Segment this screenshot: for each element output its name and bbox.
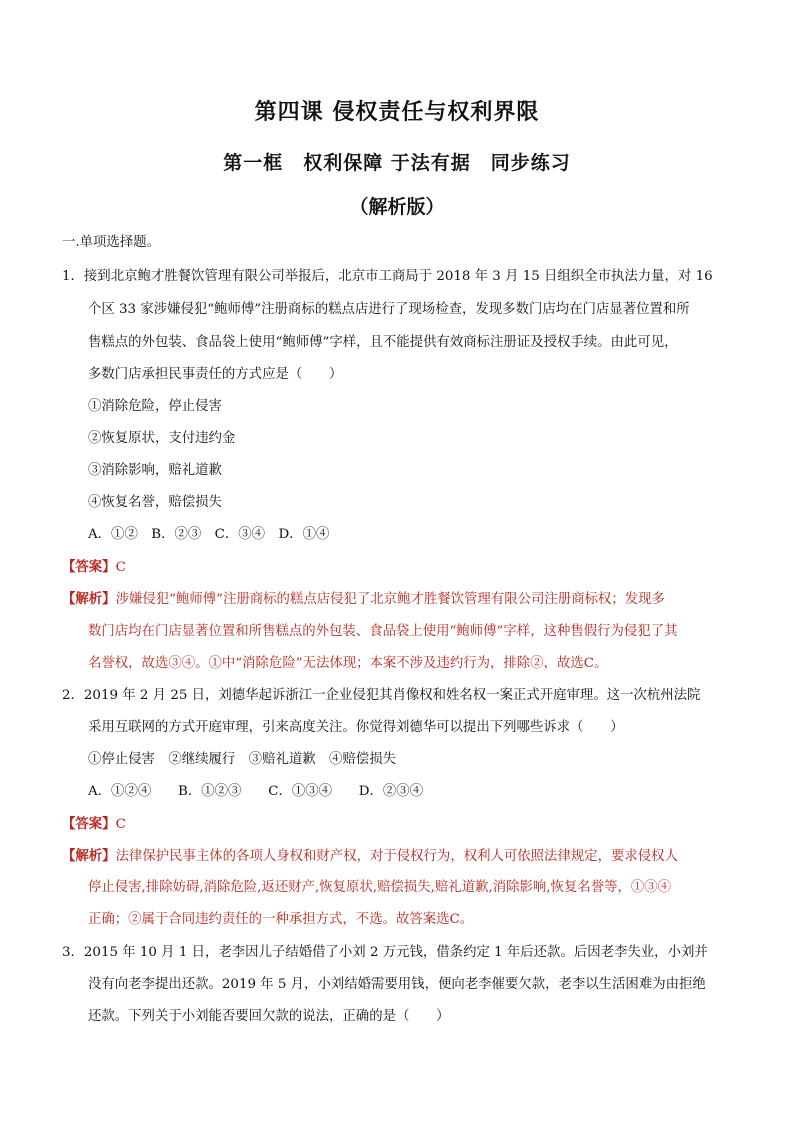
edition-label: （解析版）	[349, 196, 445, 218]
section-heading: 一.单项选择题。	[62, 235, 160, 250]
q2-answer	[62, 815, 126, 834]
q1-line-3: 售糕点的外包装、食品袋上使用“鲍师傅”字样，且不能提供有效商标注册证及授权手续。由此可见，	[88, 335, 678, 350]
q2-analysis-highlight: ①③④	[630, 880, 672, 895]
q1-analysis-text-2: 数门店均在门店显著位置和所售糕点的外包装、食品袋上使用“鲍师傅”字样，这种售假行为侵犯了其	[88, 624, 678, 639]
analysis-label: 【解析】	[62, 591, 116, 607]
q1-analysis-text-1: 涉嫌侵犯“鲍师傅”注册商标的糕点店侵犯了北京鲍才胜餐饮管理有限公司注册商标权；发现多	[115, 592, 665, 607]
q1-option-1: ①消除危险，停止侵害	[88, 399, 222, 414]
q2-analysis-text-1: 法律保护民事主体的各项人身权和财产权，对于侵权行为，权利人可依照法律规定，要求侵权人	[115, 849, 678, 864]
q1-answer	[62, 558, 126, 577]
q2-line-1: 2．2019 年 2 月 25 日，刘德华起诉浙江一企业侵犯其肖像权和姓名权一案正式开庭审理。这一次杭州法院	[62, 688, 701, 703]
q1-line-2: 个区 33 家涉嫌侵犯“鲍师傅”注册商标的糕点店进行了现场检查，发现多数门店均在门店显著位置和所	[88, 302, 690, 317]
q1-answer-value: C	[115, 560, 126, 575]
q1-line-1: 1．接到北京鲍才胜餐饮管理有限公司举报后，北京市工商局于 2018 年 3 月 15 日组织全市执法力量，对 16	[62, 269, 713, 284]
q1-option-4: ④恢复名誉，赔偿损失	[88, 495, 222, 510]
q2-answer-value: C	[115, 817, 126, 832]
q3-line-2: 没有向老李提出还款。2019 年 5 月，小刘结婚需要用钱，便向老李催要欠款，老李以生活困难为由拒绝	[88, 977, 706, 992]
q1-option-3: ③消除影响，赔礼道歉	[88, 463, 222, 478]
q2-options: ①停止侵害 ②继续履行 ③赔礼道歉 ④赔偿损失	[88, 752, 396, 767]
analysis-label: 【解析】	[62, 848, 116, 864]
q2-analysis-1	[62, 847, 678, 866]
answer-label: 【答案】	[62, 816, 116, 832]
q1-analysis-1	[62, 590, 665, 609]
lesson-title: 第四课 侵权责任与权利界限	[254, 99, 540, 125]
q2-choices: A．①②④ B．①②③ C．①③④ D．②③④	[88, 784, 424, 799]
q1-choices: A．①② B．②③ C．③④ D．①④	[88, 527, 330, 542]
answer-label: 【答案】	[62, 559, 116, 575]
q1-line-4: 多数门店承担民事责任的方式应是（ ）	[88, 367, 343, 382]
q2-analysis-text-3: 正确；②属于合同违约责任的一种承担方式，不选。故答案选C。	[88, 912, 474, 927]
q2-line-2: 采用互联网的方式开庭审理，引来高度关注。你觉得刘德华可以提出下列哪些诉求（ ）	[88, 720, 624, 735]
q2-analysis-2	[88, 879, 671, 897]
lesson-subtitle: 第一框 权利保障 于法有据 同步练习	[223, 152, 571, 174]
q1-option-2: ②恢复原状，支付违约金	[88, 431, 236, 446]
q3-line-1: 3．2015 年 10 月 1 日，老李因儿子结婚借了小刘 2 万元钱，借条约定 1 年后还款。后因老李失业，小刘并	[62, 945, 708, 960]
q1-analysis-text-3: 名誉权，故选③④。①中“消除危险”无法体现；本案不涉及违约行为，排除②，故选C。	[88, 656, 608, 671]
q2-analysis-text-2: 停止侵害,排除妨碍,消除危险,返还财产,恢复原状,赔偿损失,赔礼道歉,消除影响,恢复名誉等，	[88, 880, 631, 895]
q3-line-3: 还款。下列关于小刘能否要回欠款的说法，正确的是（ ）	[88, 1009, 450, 1024]
